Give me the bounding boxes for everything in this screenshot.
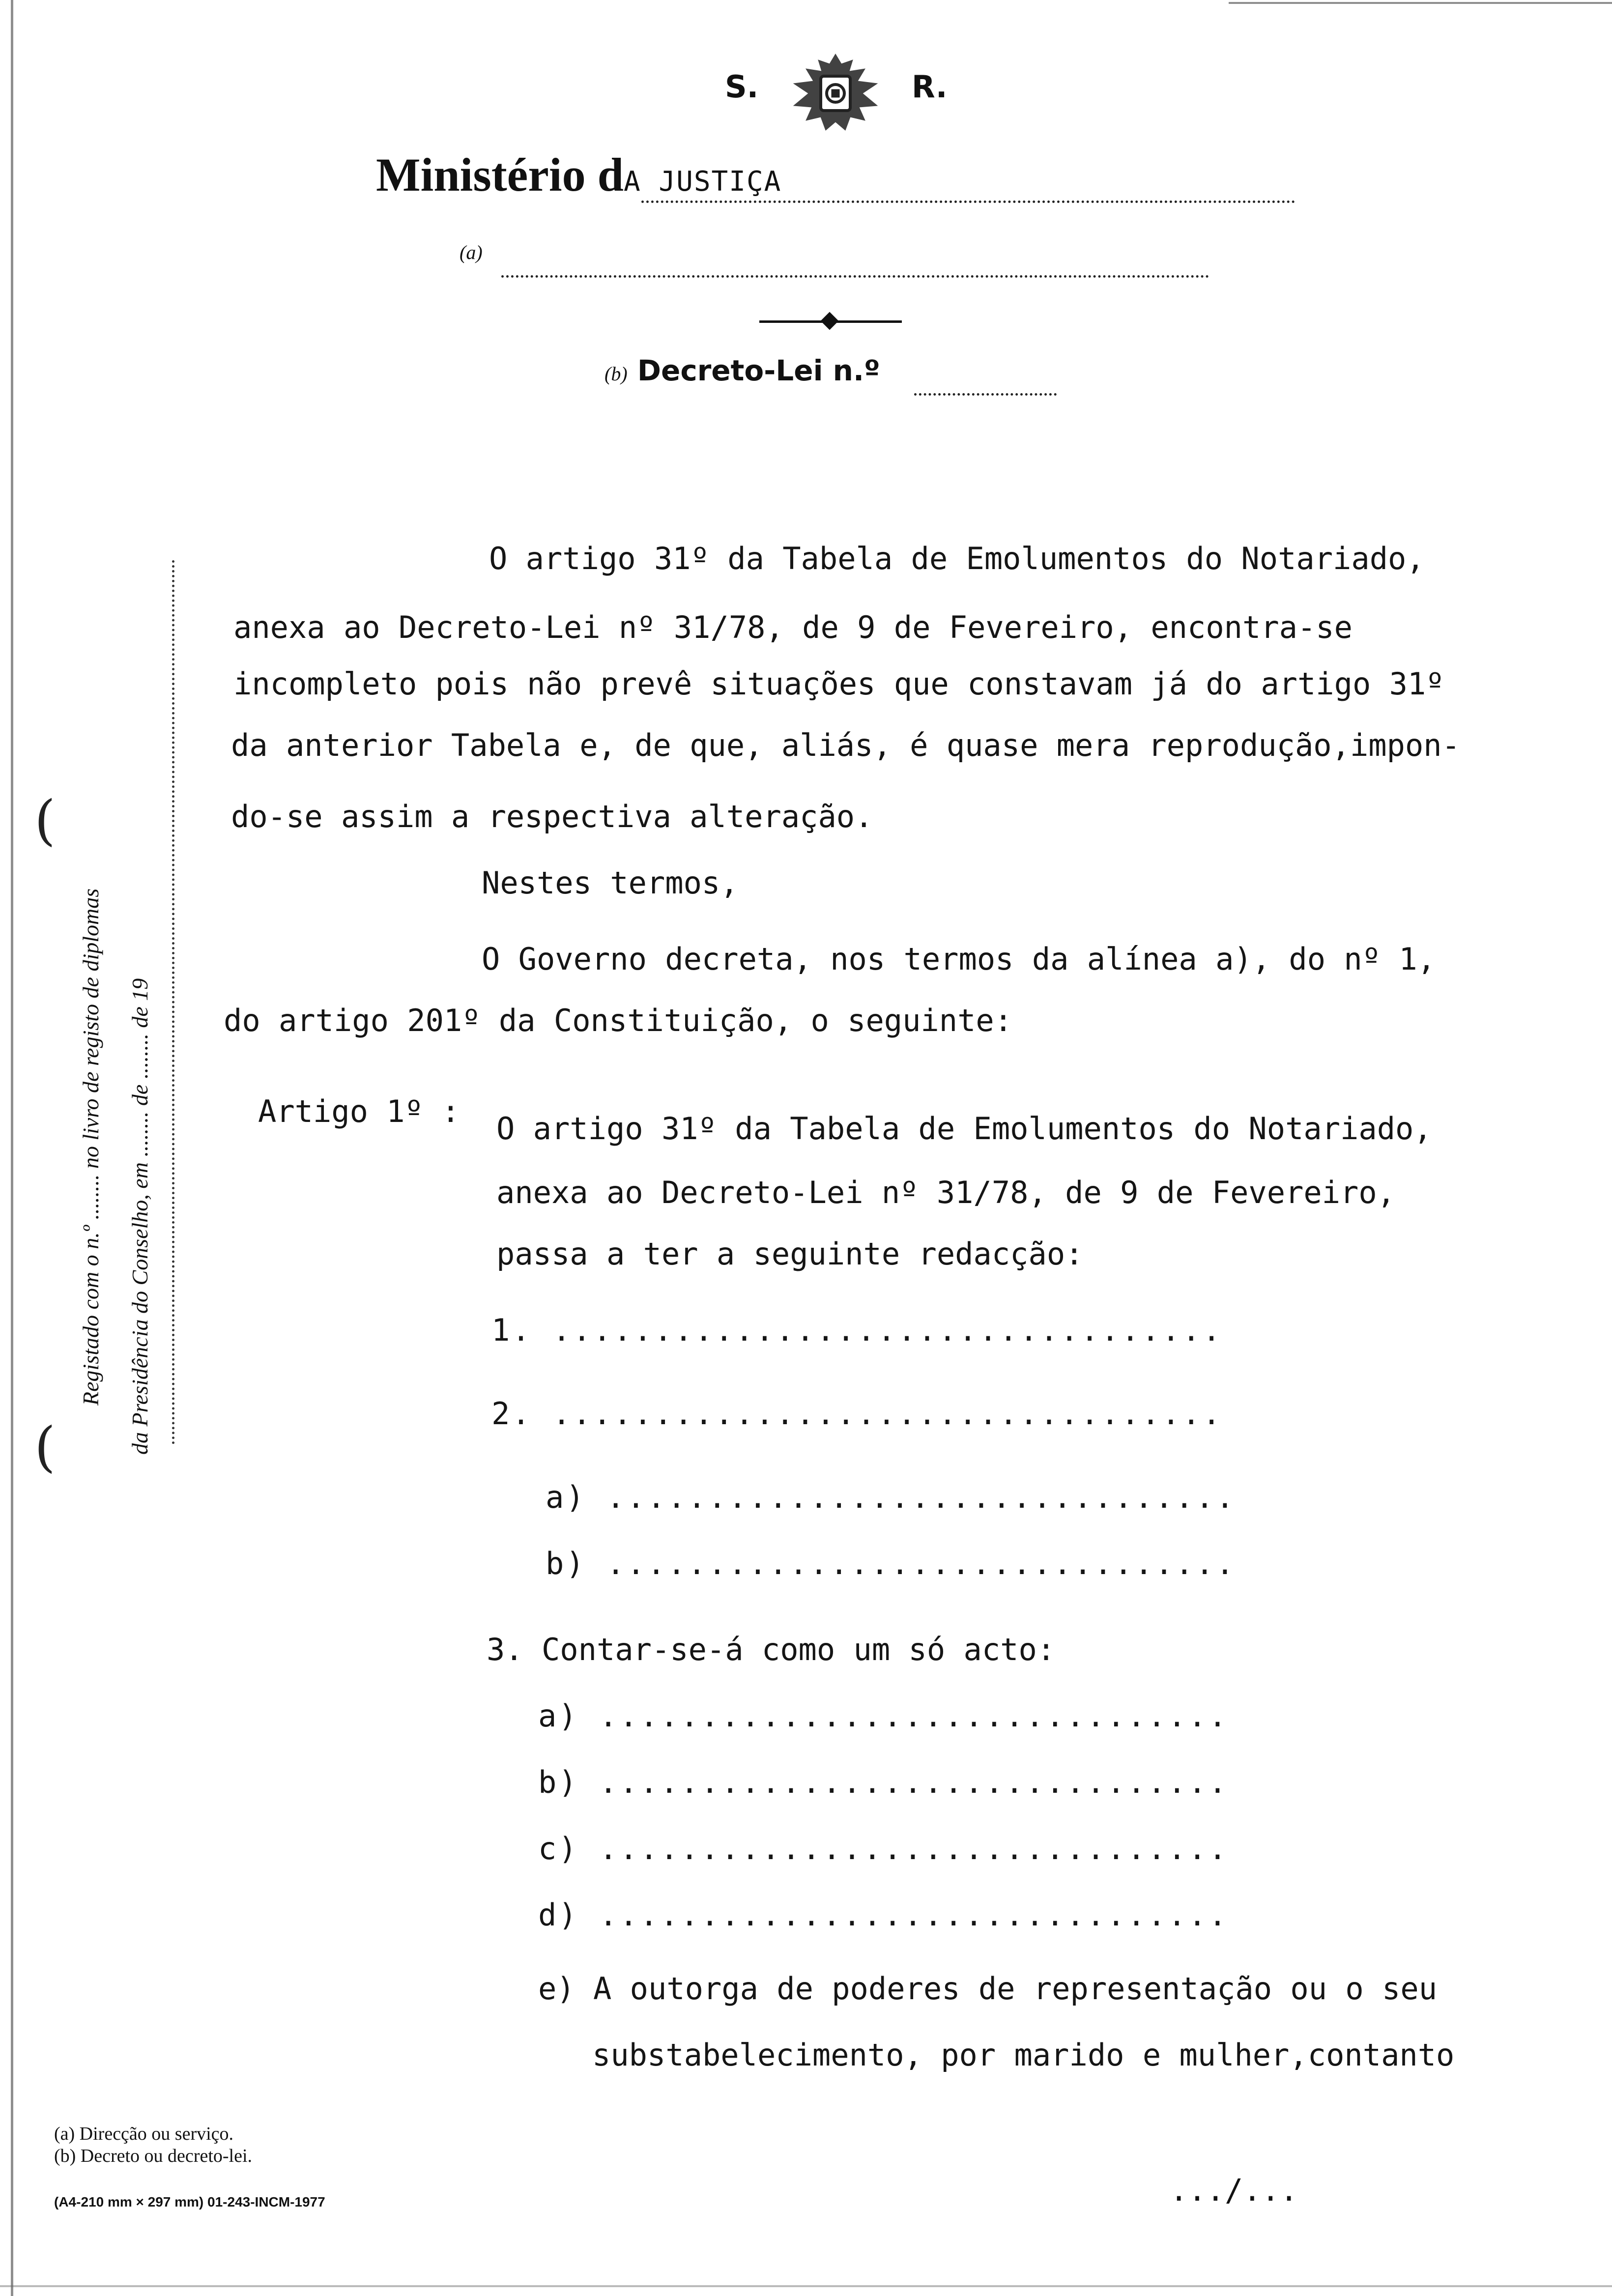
item-3c: c) ...............................: [538, 1831, 1229, 1866]
footnote-b: (b) Decreto ou decreto-lei.: [54, 2146, 253, 2166]
paragraph-2: Nestes termos,: [482, 865, 739, 901]
decree-title-line: [604, 354, 880, 387]
decree-number-dotted-line: [914, 393, 1057, 396]
decree-title: Decreto-Lei n.º: [637, 354, 880, 387]
item-3a: a) ...............................: [538, 1698, 1229, 1734]
coat-of-arms-seal-icon: [786, 49, 885, 138]
item-3e-line-2: substabelecimento, por marido e mulher,contanto: [592, 2037, 1455, 2073]
margin-presidency-line: da Presidência do Conselho, em ........ de ........ de 19: [127, 978, 152, 1455]
margin-dotted-rule: [172, 560, 176, 1445]
article-text-line-3: passa a ter a seguinte redacção:: [496, 1236, 1084, 1272]
item-1: 1. .................................: [491, 1312, 1223, 1348]
paragraph-1-line-2: anexa ao Decreto-Lei nº 31/78, de 9 de Fevereiro, encontra-se: [233, 609, 1353, 645]
line-a-label: (a): [460, 241, 483, 263]
paragraph-1-line-3: incompleto pois não prevê situações que constavam já do artigo 31º: [233, 666, 1444, 702]
margin-bracket-top: (: [34, 789, 56, 852]
continuation-mark: .../...: [1170, 2172, 1298, 2208]
page-bottom-edge: [0, 2285, 1612, 2287]
item-3: 3. Contar-se-á como um só acto:: [487, 1632, 1056, 1667]
page-top-edge: [1229, 2, 1612, 4]
footnote-a: (a) Direcção ou serviço.: [54, 2124, 234, 2144]
margin-bracket-bottom: (: [34, 1415, 56, 1478]
ministry-dotted-line: [641, 201, 1295, 203]
ministry-word: Ministério d: [376, 148, 624, 201]
page-left-edge: [11, 0, 13, 2296]
article-text-line-1: O artigo 31º da Tabela de Emolumentos do Notariado,: [496, 1111, 1432, 1147]
item-2a: a) ...............................: [546, 1479, 1237, 1515]
margin-registration-line: Registado com o n.º ........ no livro de registo de diplomas: [78, 888, 103, 1406]
line-a-dotted-line: [501, 275, 1209, 278]
item-3b: b) ...............................: [538, 1764, 1229, 1800]
paragraph-1-line-5: do-se assim a respectiva alteração.: [231, 799, 873, 834]
ministry-heading: [376, 147, 781, 202]
article-text-line-2: anexa ao Decreto-Lei nº 31/78, de 9 de Fevereiro,: [496, 1175, 1396, 1210]
header-s-letter: S.: [725, 69, 759, 105]
paragraph-1-line-1: O artigo 31º da Tabela de Emolumentos do Notariado,: [489, 541, 1425, 576]
paragraph-1-line-4: da anterior Tabela e, de que, aliás, é quase mera reprodução,impon-: [231, 727, 1460, 763]
form-code: (A4-210 mm × 297 mm) 01-243-INCM-1977: [54, 2194, 325, 2210]
article-label: Artigo 1º :: [258, 1093, 460, 1129]
decree-prefix: (b): [604, 363, 628, 385]
item-2b: b) ...............................: [546, 1546, 1237, 1581]
item-3d: d) ...............................: [538, 1897, 1229, 1933]
divider-diamond-icon: [821, 312, 839, 330]
header-r-letter: R.: [912, 69, 948, 105]
paragraph-3-line-1: O Governo decreta, nos termos da alínea a), do nº 1,: [482, 941, 1436, 977]
item-3e-line-1: e) A outorga de poderes de representação ou o seu: [538, 1971, 1438, 2007]
item-2: 2. .................................: [491, 1396, 1223, 1432]
ministry-name: A JUSTIÇA: [623, 166, 782, 198]
paragraph-3-line-2: do artigo 201º da Constituição, o seguinte:: [224, 1003, 1013, 1038]
